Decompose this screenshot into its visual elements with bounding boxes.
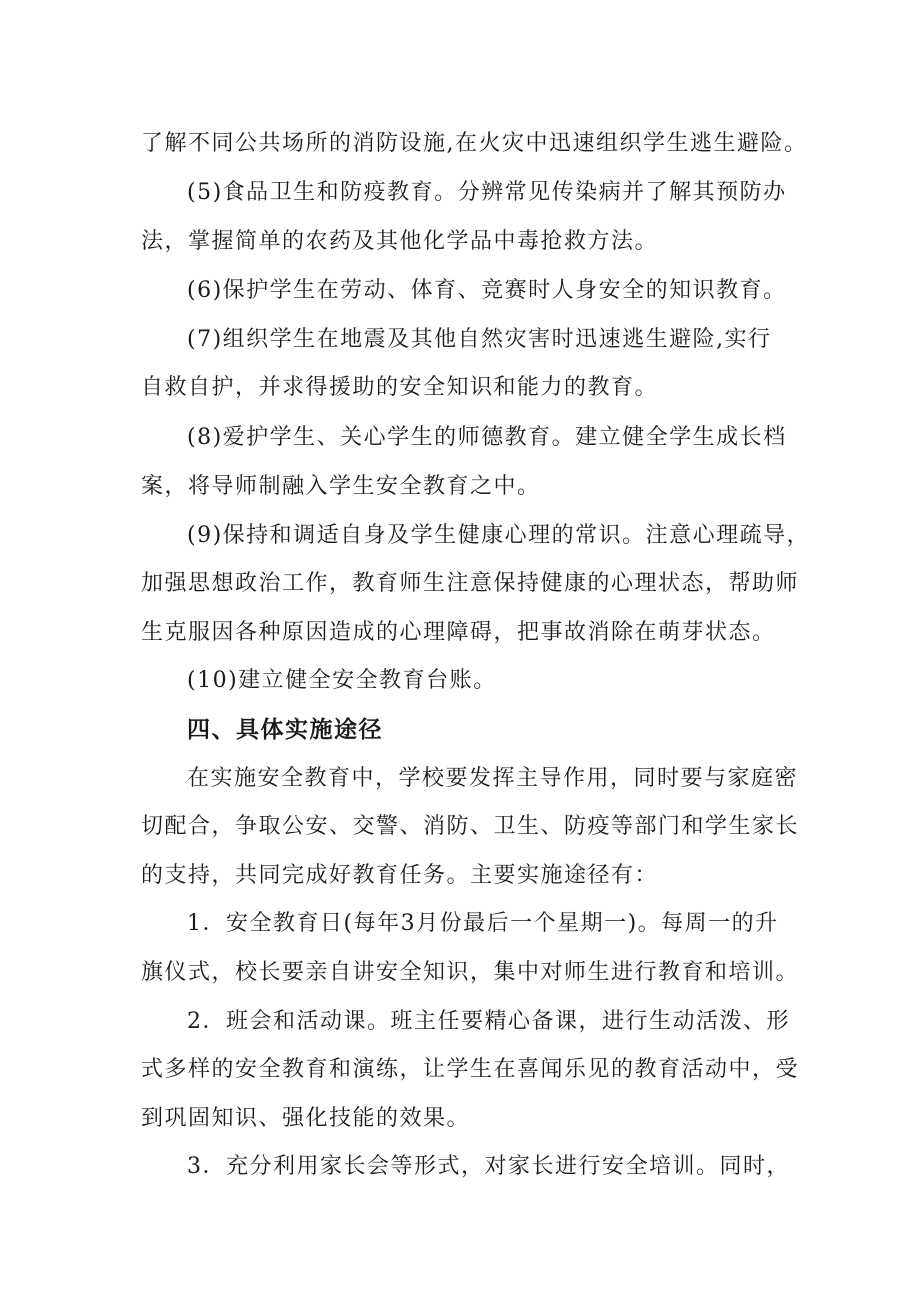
- paragraph-line: 旗仪式，校长要亲自讲安全知识，集中对师生进行教育和培训。: [141, 960, 800, 985]
- paragraph-line: 法，掌握简单的农药及其他化学品中毒抢救方法。: [141, 229, 659, 254]
- paragraph-line: (5)食品卫生和防疫教育。分辨常见传染病并了解其预防办: [187, 180, 787, 205]
- paragraph-line: 自救自护，并求得援助的安全知识和能力的教育。: [141, 375, 659, 400]
- paragraph-line: 加强思想政治工作，教育师生注意保持健康的心理状态，帮助师: [141, 571, 800, 596]
- paragraph-line: (9)保持和调适自身及学生健康心理的常识。注意心理疏导，: [187, 523, 811, 548]
- paragraph-line: 2．班会和活动课。班主任要精心备课，进行生动活泼、形: [187, 1009, 790, 1034]
- paragraph-line: 1．安全教育日(每年3月份最后一个星期一)。每周一的升: [187, 911, 779, 936]
- paragraph-line: 式多样的安全教育和演练，让学生在喜闻乐见的教育活动中，受: [141, 1057, 800, 1082]
- section-heading: 四、具体实施途径: [187, 717, 383, 743]
- paragraph-line: 在实施安全教育中，学校要发挥主导作用，同时要与家庭密: [187, 766, 799, 791]
- paragraph-line: 生克服因各种原因造成的心理障碍，把事故消除在萌芽状态。: [141, 620, 776, 645]
- paragraph-line: (8)爱护学生、关心学生的师德教育。建立健全学生成长档: [187, 425, 787, 450]
- paragraph-line: 案，将导师制融入学生安全教育之中。: [141, 474, 541, 499]
- paragraph-line: 3．充分利用家长会等形式，对家长进行安全培训。同时，: [187, 1154, 790, 1179]
- paragraph-line: 了解不同公共场所的消防设施,在火灾中迅速组织学生逃生避险。: [141, 131, 808, 156]
- paragraph-line: 的支持，共同完成好教育任务。主要实施途径有：: [141, 863, 659, 888]
- paragraph-line: 切配合，争取公安、交警、消防、卫生、防疫等部门和学生家长: [141, 814, 800, 839]
- paragraph-line: (7)组织学生在地震及其他自然灾害时迅速逃生避险,实行: [187, 327, 772, 352]
- paragraph-line: (10)建立健全安全教育台账。: [187, 668, 497, 693]
- paragraph-line: (6)保护学生在劳动、体育、竞赛时人身安全的知识教育。: [187, 278, 787, 303]
- paragraph-line: 到巩固知识、强化技能的效果。: [141, 1106, 471, 1131]
